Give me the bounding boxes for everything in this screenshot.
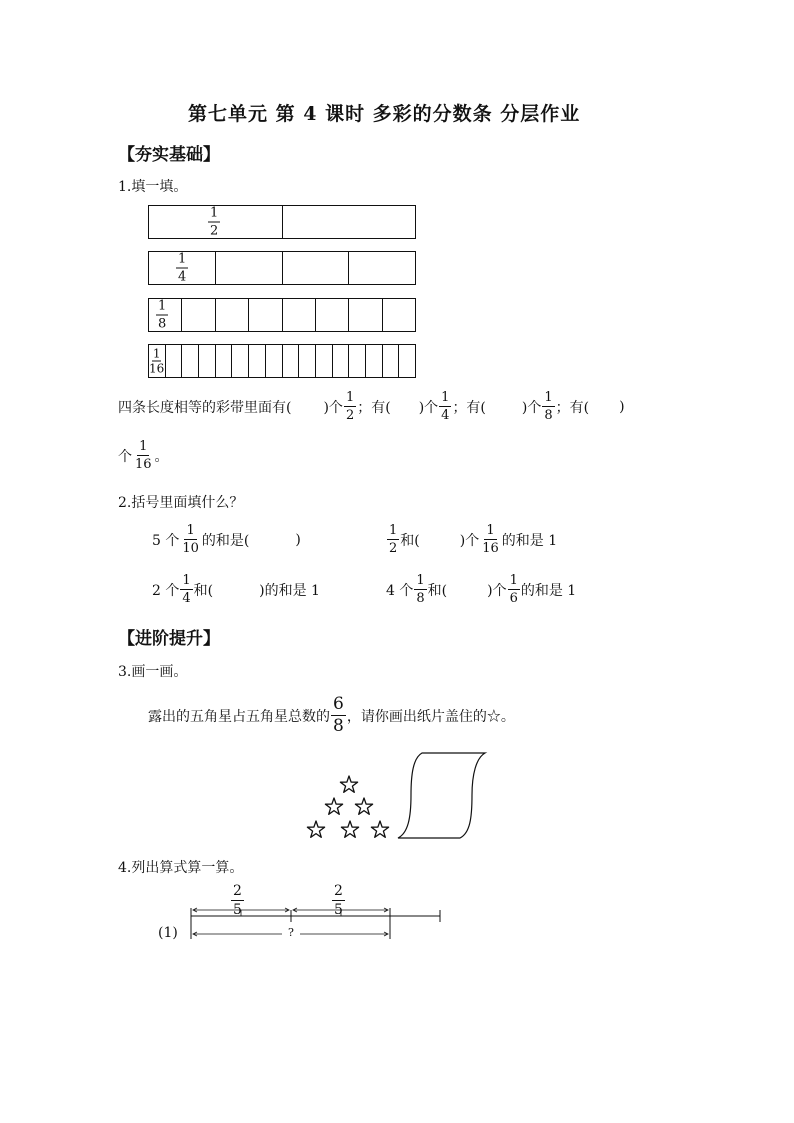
fraction: $\frac{1}{6}$ — [509, 573, 518, 606]
strip-cell — [366, 345, 383, 377]
question-4-sublabel: (1) — [158, 925, 178, 941]
strip-cell — [349, 299, 382, 331]
sentence-text: ) — [619, 398, 625, 415]
star-icon — [341, 821, 358, 837]
sentence-text: 和( — [427, 582, 448, 599]
star-icon — [371, 821, 388, 837]
question-2d — [386, 574, 576, 605]
question-2a — [152, 524, 301, 555]
strip-cell — [149, 345, 166, 377]
star-icon — [355, 798, 372, 814]
strip-cell — [283, 252, 350, 284]
strip-cell — [316, 299, 349, 331]
sentence-text: ；有( — [555, 399, 590, 416]
stars-and-paper-figure — [300, 750, 500, 850]
sentence-text: )个 — [487, 582, 507, 599]
strip-cell — [316, 345, 333, 377]
line-diagram — [186, 905, 448, 941]
fraction: $\frac{1}{8}$ — [544, 390, 553, 423]
question-3-label: 3.画一画。 — [118, 664, 188, 680]
fraction: $\frac{1}{4}$ — [441, 390, 450, 423]
strip-cell — [399, 345, 415, 377]
strip-cell — [149, 206, 283, 238]
star-icon — [307, 821, 324, 837]
section-basic-heading: 【夯实基础】 — [118, 145, 220, 165]
strip-cell — [249, 345, 266, 377]
strip-cell — [166, 345, 183, 377]
question-4-label: 4.列出算式算一算。 — [118, 860, 244, 876]
fraction: $\frac{1}{10}$ — [182, 523, 199, 556]
sentence-text: )个 — [418, 399, 439, 416]
sentence-text: 露出的五角星占五角星总数的 — [148, 708, 330, 725]
strip-cell — [266, 345, 283, 377]
star-icon — [325, 798, 342, 814]
sentence-text: 的和是 1 — [520, 582, 577, 599]
sentence-text: 2 个 — [152, 582, 180, 599]
fraction-strip-quarters — [148, 251, 416, 285]
fraction: $\frac{1}{2}$ — [345, 390, 355, 423]
sentence-text: ) — [295, 531, 301, 548]
sentence-text: ；有( — [357, 399, 391, 416]
fraction-label: $\frac{1}{4}$ — [178, 251, 187, 285]
question-1-sentence-cont — [118, 440, 169, 471]
strip-cell — [182, 299, 215, 331]
sentence-text: )个 — [323, 399, 343, 416]
question-2-label: 2.括号里面填什么？ — [118, 495, 244, 511]
strip-cell — [283, 299, 316, 331]
covering-paper — [398, 753, 485, 838]
sentence-text: 个 — [118, 448, 132, 465]
fraction-strip-halves — [148, 205, 416, 239]
segment-2-fraction: $\frac{2}{5}$ — [334, 883, 343, 918]
fraction-strip-sixteenths — [148, 344, 416, 378]
strip-cell — [149, 252, 216, 284]
strip-cell — [216, 252, 283, 284]
fraction: $\frac{1}{8}$ — [416, 573, 425, 606]
question-2b — [386, 524, 557, 555]
strip-cell — [283, 345, 300, 377]
sentence-text: ；有( — [452, 399, 486, 416]
sentence-text: 。 — [154, 448, 169, 465]
question-1-sentence — [118, 391, 625, 422]
sentence-text: 和( — [400, 532, 420, 549]
total-question-mark: ? — [288, 926, 294, 939]
fraction: $\frac{1}{4}$ — [182, 573, 191, 606]
strip-cell — [283, 206, 416, 238]
fraction: $\frac{1}{16}$ — [135, 439, 152, 472]
sentence-text: )的和是 1 — [259, 582, 320, 599]
sentence-text: 的和是( — [201, 532, 250, 549]
fraction: $\frac{6}{8}$ — [333, 694, 344, 736]
page-title: 第七单元 第 4 课时 多彩的分数条 分层作业 — [188, 103, 581, 125]
strip-cell — [349, 345, 366, 377]
fraction: $\frac{1}{16}$ — [482, 523, 499, 556]
strip-cell — [349, 252, 415, 284]
sentence-text: 的和是 1 — [501, 532, 558, 549]
sentence-text: )个 — [521, 399, 542, 416]
strip-cell — [182, 345, 199, 377]
strip-cell — [249, 299, 282, 331]
strip-cell — [383, 299, 415, 331]
sentence-text: )个 — [459, 532, 480, 549]
sentence-text: 4 个 — [386, 582, 414, 599]
sentence-text: 5 个 — [152, 532, 180, 549]
fraction: $\frac{1}{2}$ — [389, 523, 398, 556]
segment-1-fraction: $\frac{2}{5}$ — [233, 883, 242, 918]
strip-cell — [149, 299, 182, 331]
question-3-sentence — [148, 696, 515, 735]
question-2c — [152, 574, 320, 605]
sentence-text: 四条长度相等的彩带里面有( — [118, 399, 292, 416]
strip-cell — [199, 345, 216, 377]
sentence-text: ，请你画出纸片盖住的☆。 — [346, 708, 515, 725]
strip-cell — [299, 345, 316, 377]
strip-cell — [216, 299, 249, 331]
fraction-label: $\frac{1}{16}$ — [149, 346, 165, 376]
strip-cell — [232, 345, 249, 377]
question-1-label: 1.填一填。 — [118, 179, 188, 195]
fraction-strip-eighths — [148, 298, 416, 332]
fraction-label: $\frac{1}{8}$ — [158, 298, 167, 332]
fraction-label: $\frac{1}{2}$ — [210, 205, 219, 239]
strip-cell — [216, 345, 233, 377]
section-advanced-heading: 【进阶提升】 — [118, 629, 220, 649]
strip-cell — [333, 345, 350, 377]
sentence-text: 和( — [193, 582, 214, 599]
strip-cell — [383, 345, 400, 377]
star-icon — [340, 776, 357, 792]
